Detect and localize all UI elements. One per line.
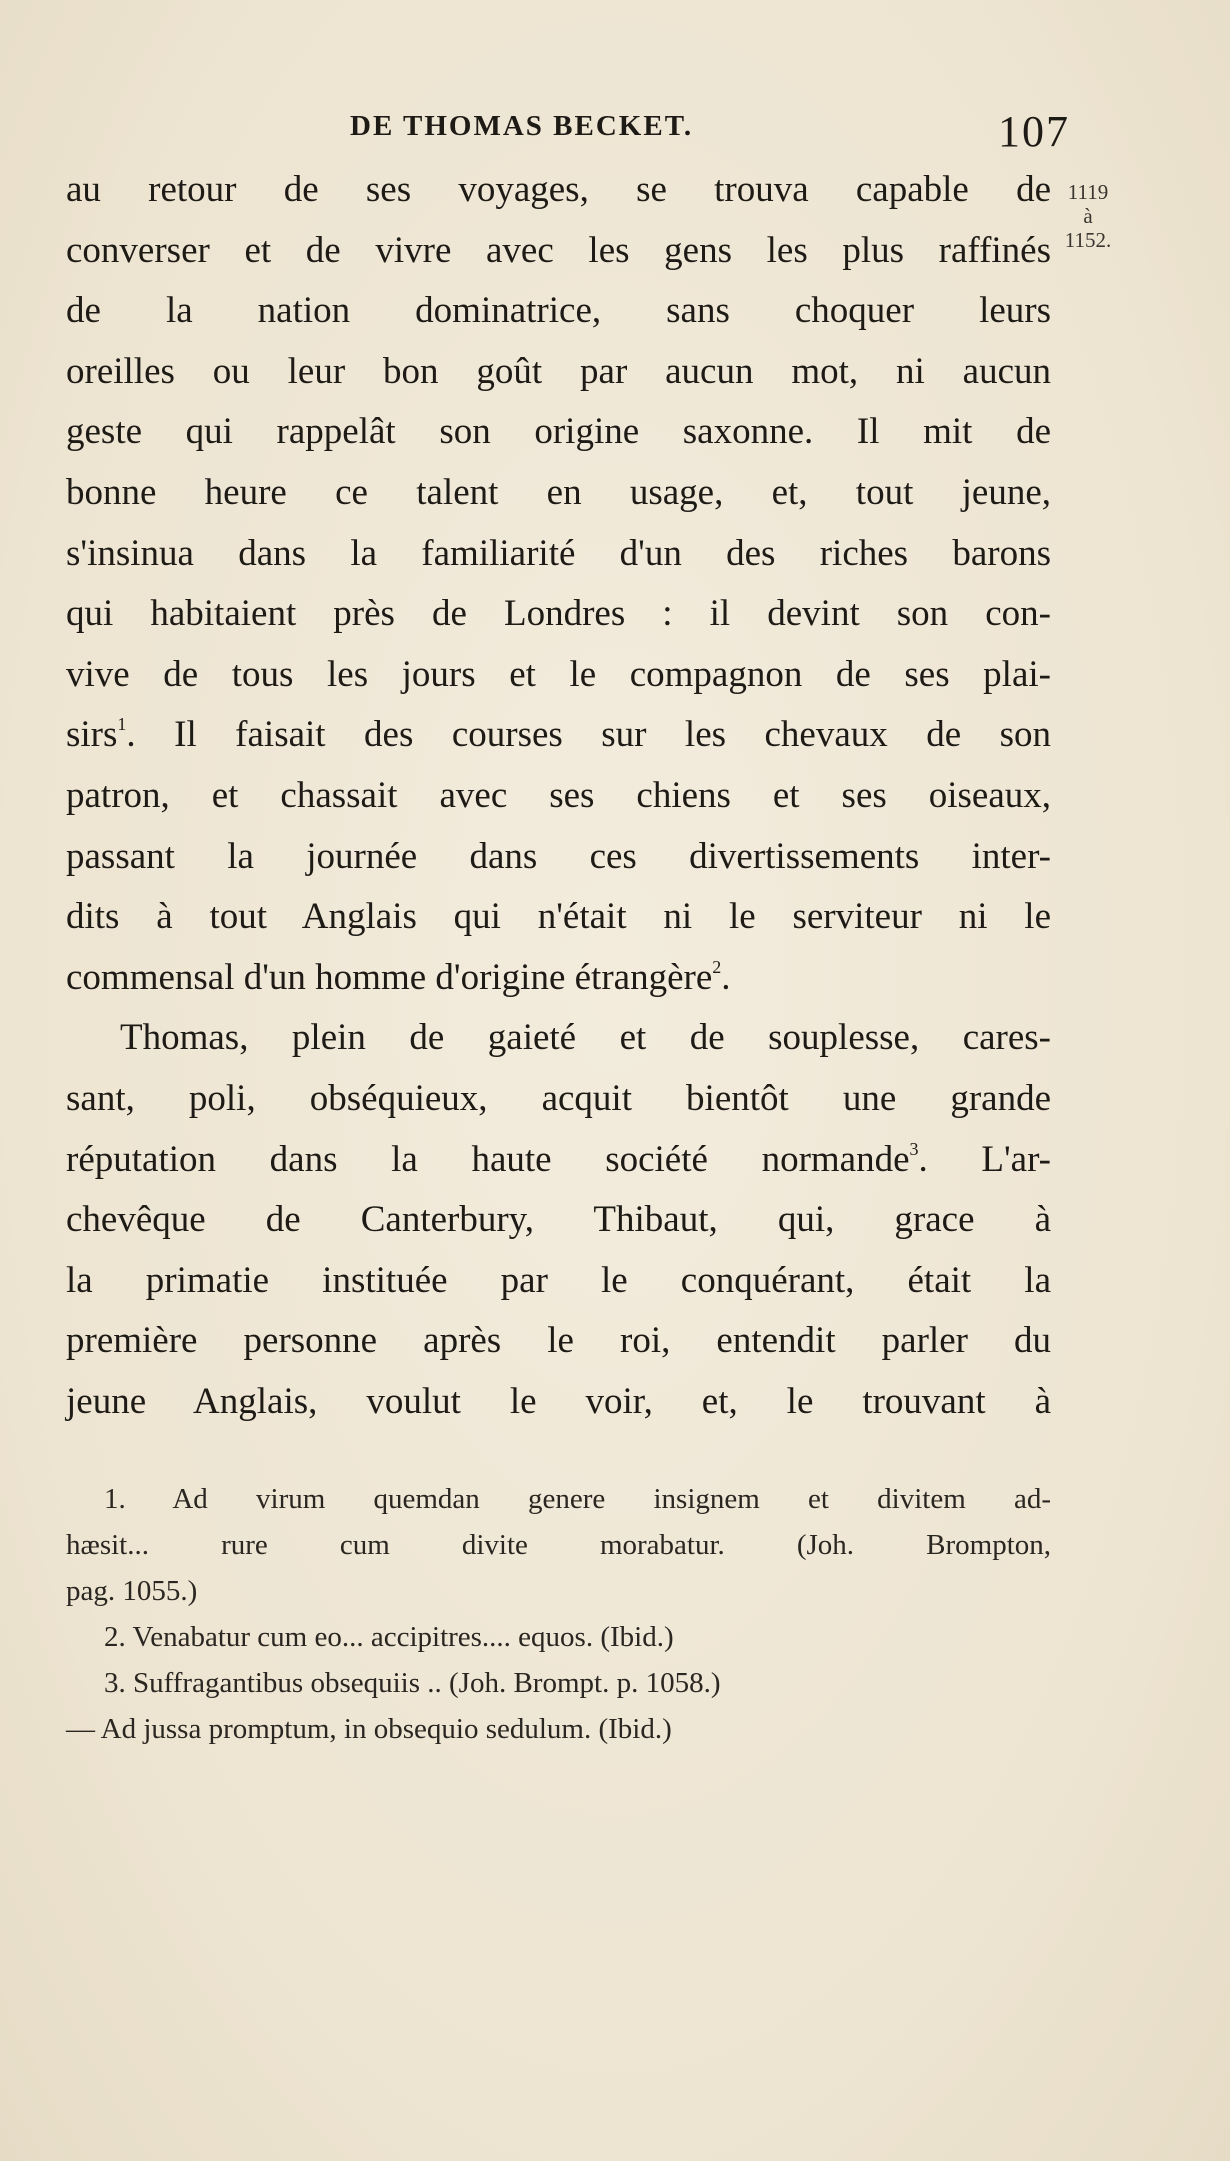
footnotes (66, 1476, 1051, 1752)
text-line: au retour de ses voyages, se trouva capable de (66, 169, 1051, 210)
text-line: Thomas, plein de gaieté et de souplesse, cares- (120, 1017, 1051, 1059)
running-title: DE THOMAS BECKET. (350, 110, 694, 142)
text-line: oreilles ou leur bon goût par aucun mot, ni aucun (66, 350, 1051, 392)
text-segment: . (721, 956, 731, 998)
margin-date-sep: à (1083, 204, 1093, 228)
text-line: jeune Anglais, voulut le voir, et, le trouvant à (66, 1380, 1051, 1422)
footnote-line: 2. Venabatur cum eo... accipitres.... equos. (Ibid.) (104, 1621, 674, 1653)
text-line (66, 1130, 1051, 1191)
text-line: première personne après le roi, entendit parler du (66, 1320, 1051, 1362)
margin-date-to: 1152. (1064, 228, 1112, 252)
text-line: vive de tous les jours et le compagnon de ses plai- (66, 653, 1051, 695)
text-line: s'insinua dans la familiarité d'un des riches barons (66, 532, 1051, 574)
text-segment: réputation dans la haute société normande (66, 1138, 910, 1180)
text-segment: commensal d'un homme d'origine étrangère (66, 956, 713, 998)
text-line: dits à tout Anglais qui n'était ni le serviteur ni le (66, 896, 1051, 938)
margin-date-note (1046, 180, 1130, 252)
body-text (66, 160, 1051, 1432)
text-line: sant, poli, obséquieux, acquit bientôt une grande (66, 1077, 1051, 1119)
text-line (66, 948, 1051, 1009)
margin-date-from: 1119 (1067, 180, 1109, 204)
text-segment: . Il faisait des courses sur les chevaux de son (126, 714, 1051, 756)
text-segment: sirs (66, 714, 118, 756)
text-line: converser et de vivre avec les gens les plus raffinés (66, 229, 1051, 271)
text-line: chevêque de Canterbury, Thibaut, qui, grace à (66, 1199, 1051, 1241)
page-number: 107 (998, 107, 1070, 156)
footnote-line: 3. Suffragantibus obsequiis .. (Joh. Brompt. p. 1058.) (104, 1667, 721, 1699)
text-line: geste qui rappelât son origine saxonne. Il mit de (66, 411, 1051, 453)
footnote-ref: 2 (712, 956, 722, 977)
footnote-line: pag. 1055.) (66, 1575, 198, 1607)
footnote-line: hæsit... rure cum divite morabatur. (Joh. Brompton, (66, 1529, 1051, 1561)
text-line (66, 705, 1051, 766)
footnote-ref: 3 (909, 1138, 919, 1159)
text-segment: . L'ar- (918, 1138, 1051, 1180)
text-line: de la nation dominatrice, sans choquer leurs (66, 290, 1051, 332)
footnote-line: — Ad jussa promptum, in obsequio sedulum. (Ibid.) (66, 1713, 672, 1745)
text-line: la primatie instituée par le conquérant, était la (66, 1259, 1051, 1301)
footnote-line: 1. Ad virum quemdan genere insignem et divitem ad- (104, 1483, 1051, 1515)
text-line: passant la journée dans ces divertissements inter- (66, 835, 1051, 877)
text-line: qui habitaient près de Londres : il devint son con- (66, 593, 1051, 635)
running-head (330, 106, 1070, 156)
footnote-ref: 1 (117, 714, 127, 735)
text-line: bonne heure ce talent en usage, et, tout jeune, (66, 471, 1051, 513)
text-line: patron, et chassait avec ses chiens et ses oiseaux, (66, 774, 1051, 816)
